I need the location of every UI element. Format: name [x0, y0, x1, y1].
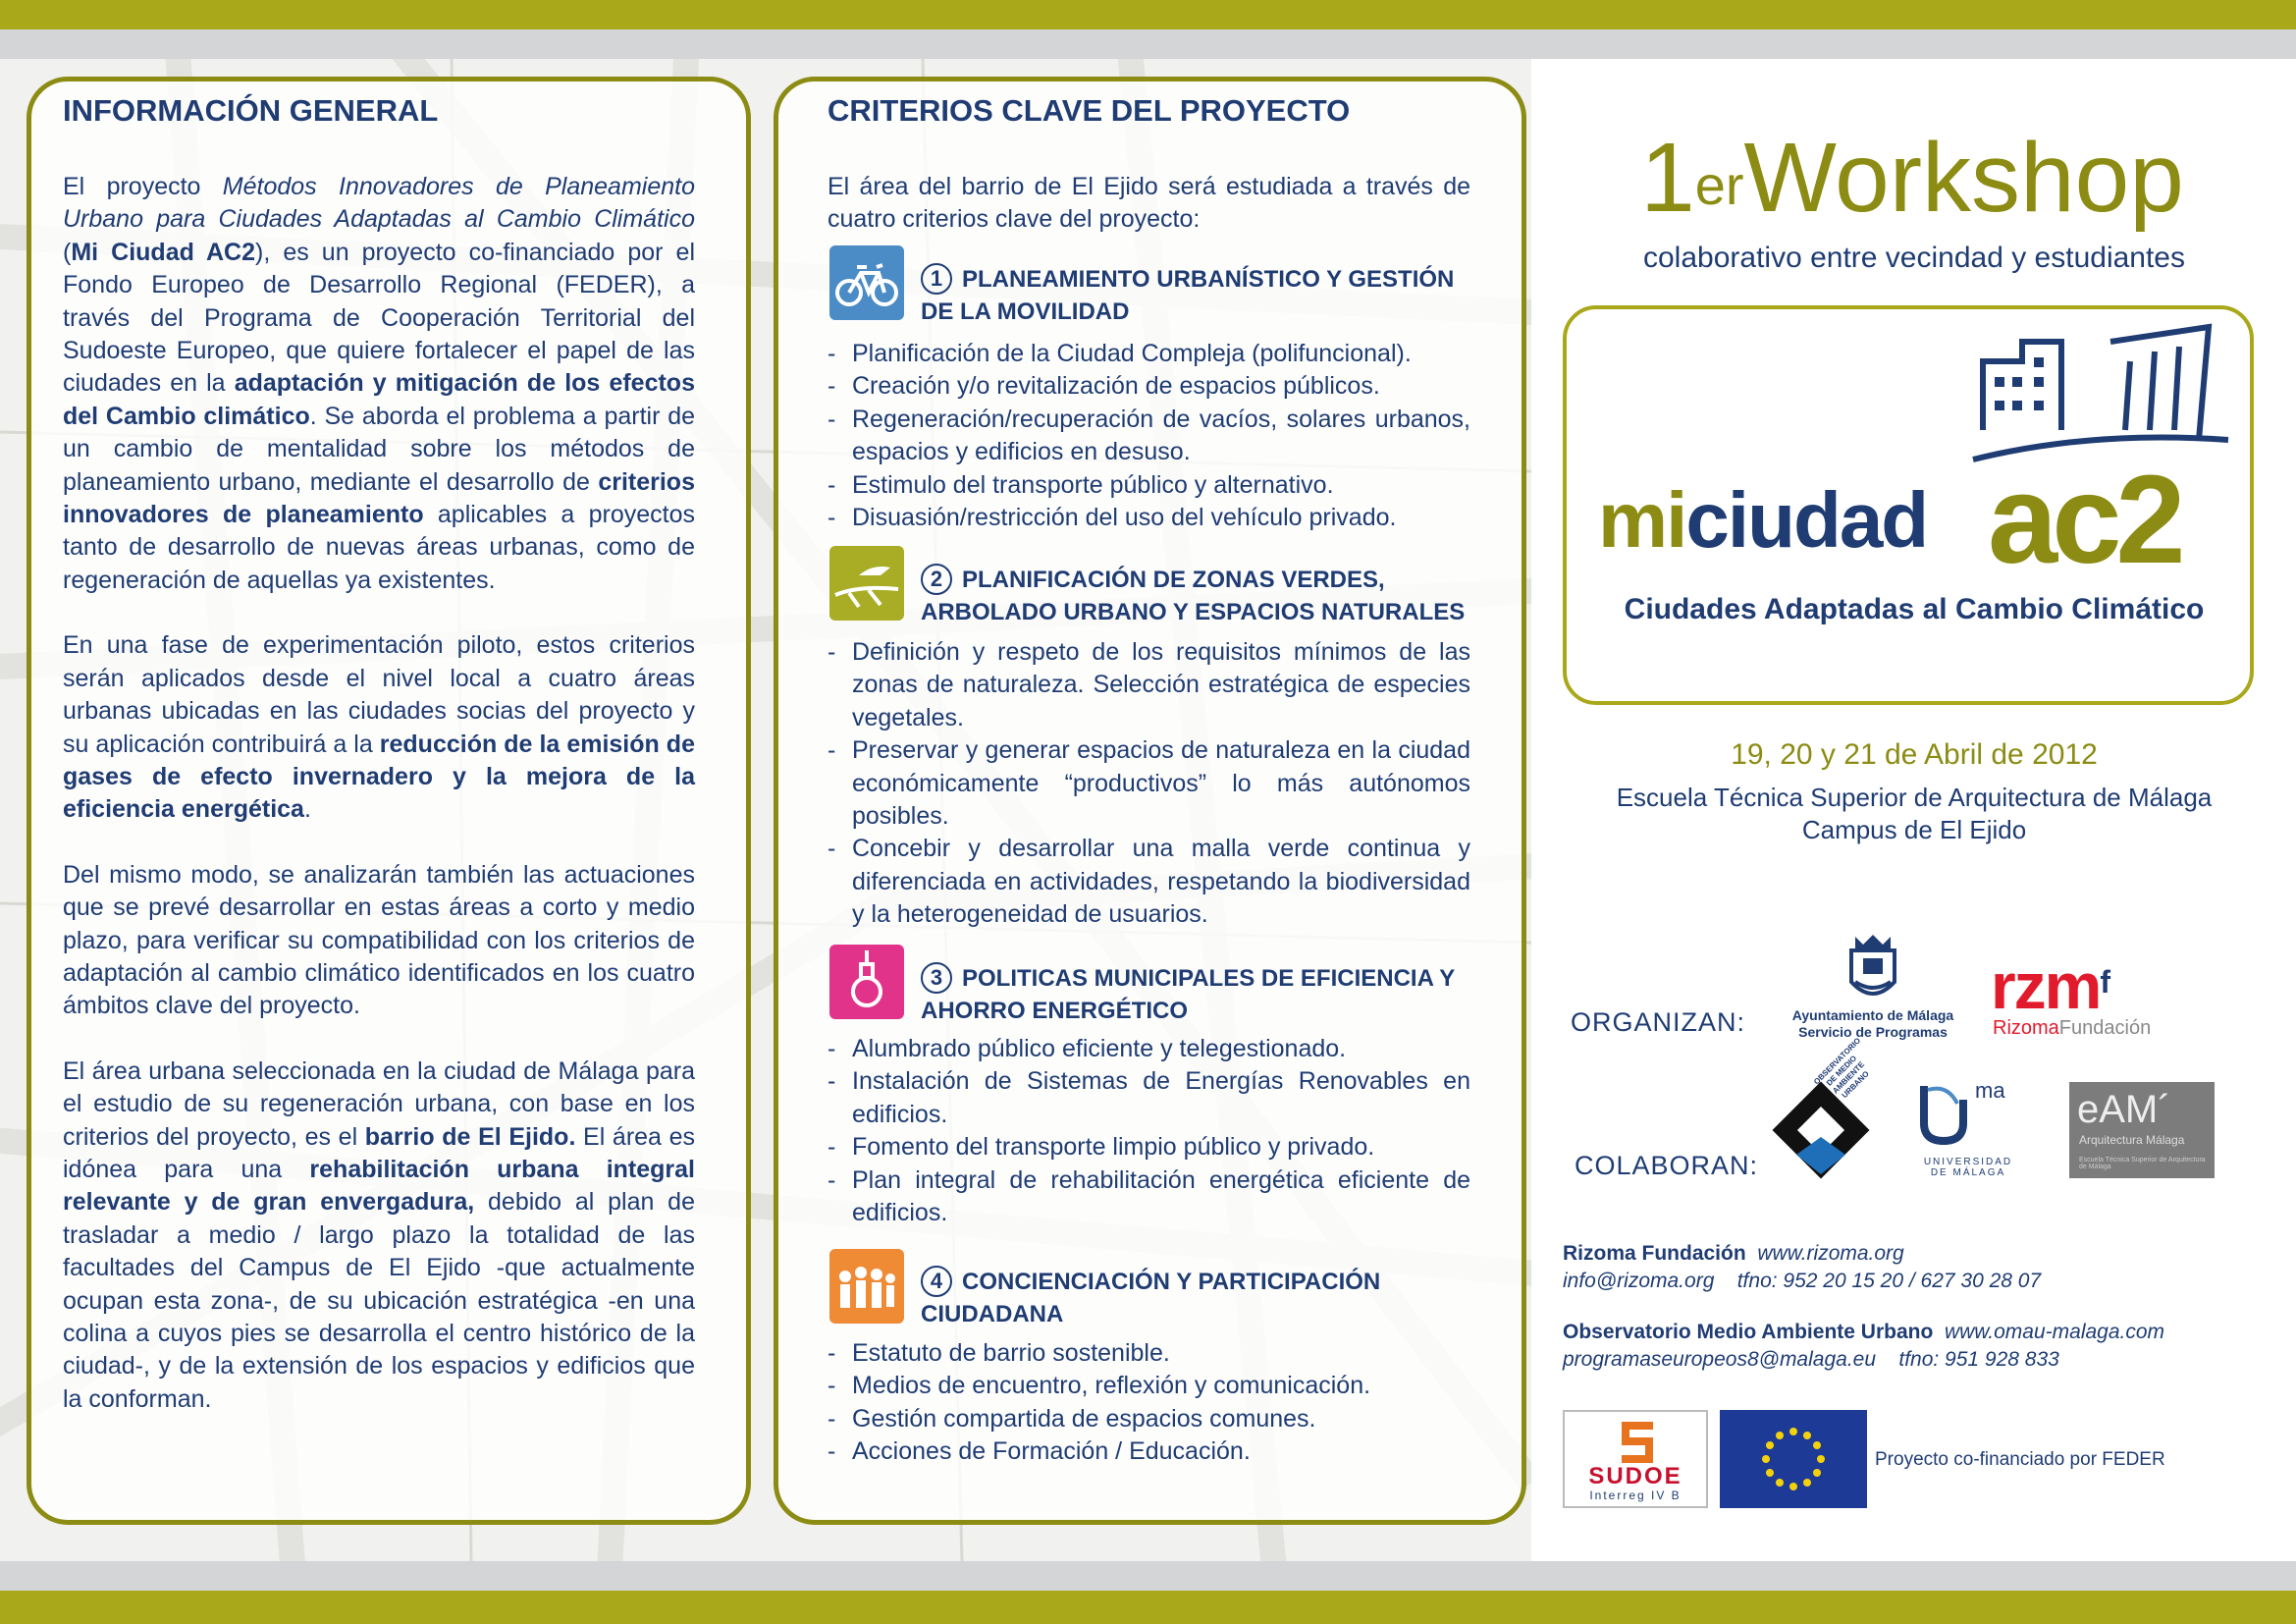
sudoe-s-icon: [1618, 1420, 1657, 1465]
list-item: - Estimulo del transporte público y alternativo.: [828, 469, 1470, 502]
list-item: - Acciones de Formación / Educación.: [828, 1435, 1470, 1468]
criterion-4-title: 4 CONCIENCIACIÓN Y PARTICIPACIÓN CIUDADANA: [921, 1266, 1480, 1330]
eam-logo: [2069, 1082, 2215, 1178]
sudoe-logo-sub: Interreg IV B: [1589, 1489, 1682, 1502]
omau-logo: [1767, 1076, 1875, 1184]
criterion-1-title: 1 PLANEAMIENTO URBANÍSTICO Y GESTIÓN DE LA MOVILIDAD: [921, 263, 1480, 328]
buildings-logo-icon: [1963, 322, 2238, 469]
tree-bird-icon: [829, 546, 904, 621]
eam-logo-small: Escuela Técnica Superior de Arquitectura de Málaga: [2079, 1157, 2206, 1170]
paragraph-2: En una fase de experimentación piloto, estos criterios serán aplicados desde el nivel local a cuatro áreas urbanas ubicadas en las ciudades socias del proyecto y su aplicación contribuirá a la reducción de la emisión de gases de efecto invernadero y la mejora de la eficiencia energética.: [63, 631, 695, 824]
list-item: - Disuasión/restricción del uso del vehículo privado.: [828, 502, 1470, 534]
list-item: - Plan integral de rehabilitación energética eficiente de edificios.: [828, 1164, 1470, 1230]
contact-omau: Observatorio Medio Ambiente Urbano www.omau-malaga.com programaseuropeos8@malaga.eu tfno: 951 928 833: [1563, 1321, 2165, 1371]
workshop-title: 1erWorkshop: [1640, 123, 2184, 233]
list-item: - Definición y respeto de los requisitos mínimos de las zonas de naturaleza. Selección estratégica de especies vegetales.: [828, 636, 1470, 734]
list-item: - Instalación de Sistemas de Energías Renovables en edificios.: [828, 1065, 1470, 1131]
lightbulb-icon: [829, 945, 904, 1019]
criterion-3-list: [828, 1033, 1470, 1229]
list-item: - Fomento del transporte limpio público y privado.: [828, 1131, 1470, 1164]
eu-flag-icon: [1720, 1410, 1867, 1508]
feder-caption: Proyecto co-financiado por FEDER: [1875, 1449, 2165, 1470]
eam-logo-text: Arquitectura Málaga: [2079, 1133, 2185, 1147]
bottom-band: [0, 1591, 2296, 1624]
criterion-4-list: [828, 1337, 1470, 1469]
paragraph-4: El área urbana seleccionada en la ciudad de Málaga para el estudio de su regeneración urbana, con base en los criterios del proyecto, es el barrio de El Ejido. El área es idónea para una rehabilitación urbana integral relevante y de gran envergadura, debido al plan de trasladar a medio / largo plazo la totalidad de las facultades del Campus de El Ejido -que actualmente ocupan esta zona-, de su ubicación estratégica -en una colina a cuyos pies se desarrolla el centro histórico de la ciudad-, y de la extensión de los espacios y edificios que la conforman.: [63, 1056, 695, 1413]
list-item: - Regeneración/recuperación de vacíos, solares urbanos, espacios y edificios en desuso.: [828, 404, 1470, 469]
criterion-2-title: 2 PLANIFICACIÓN DE ZONAS VERDES, ARBOLADO URBANO Y ESPACIOS NATURALES: [921, 564, 1480, 628]
list-item: - Concebir y desarrollar una malla verde continua y diferenciada en actividades, respetando la biodiversidad y la heterogeneidad de usuarios.: [828, 833, 1470, 931]
ayuntamiento-logo-text: Ayuntamiento de Málaga Servicio de Programas: [1791, 1007, 1954, 1040]
eam-logo-mark: eAM´: [2077, 1088, 2171, 1131]
list-item: - Creación y/o revitalización de espacios públicos.: [828, 370, 1470, 403]
list-item: - Estatuto de barrio sostenible.: [828, 1337, 1470, 1370]
rizoma-logo: rzm$^f$: [1991, 949, 2109, 1022]
event-venue: Escuela Técnica Superior de Arquitectura de Málaga Campus de El Ejido: [1616, 783, 2213, 844]
criterion-3-title: 3 POLITICAS MUNICIPALES DE EFICIENCIA Y AHORRO ENERGÉTICO: [921, 962, 1480, 1027]
sudoe-logo-text: SUDOE: [1588, 1463, 1682, 1489]
ayuntamiento-crest-icon: [1845, 931, 1900, 1005]
bicycle-icon: [829, 245, 904, 320]
list-item: - Alumbrado público eficiente y telegestionado.: [828, 1033, 1470, 1065]
workshop-subtitle: colaborativo entre vecindad y estudiantes: [1642, 242, 2185, 274]
rizoma-logo-text: RizomaFundación: [1993, 1017, 2152, 1039]
sudoe-logo: [1563, 1410, 1708, 1508]
info-general-text: [63, 171, 695, 1416]
criterion-2-list: [828, 636, 1470, 932]
colaboran-label: COLABORAN:: [1575, 1151, 1759, 1180]
paragraph-1: El proyecto Métodos Innovadores de Planeamiento Urbano para Ciudades Adaptadas al Cambio Climático (Mi Ciudad AC2), es un proyecto co-financiado por el Fondo Europeo de Desarrollo Regional (FEDER), a través del Programa de Cooperación Territorial del Sudoeste Europeo, que quiere fortalecer el papel de las ciudades en la adaptación y mitigación de los efectos del Cambio climático. Se aborda el problema a partir de un cambio de mentalidad sobre los métodos de planeamiento urbano, mediante el desarrollo de criterios innovadores de planeamiento aplicables a proyectos tanto de desarrollo de nuevas áreas urbanas, como de regeneración de aquellas ya existentes.: [63, 173, 696, 594]
rizoma-web-link[interactable]: www.rizoma.org: [1757, 1242, 1904, 1265]
omau-logo-text: OBSERVATORIO DE MEDIO AMBIENTE URBANO: [1812, 1036, 1871, 1101]
miciudad-logo-subtitle: Ciudades Adaptadas al Cambio Climático: [1624, 593, 2205, 625]
criterios-intro: El área del barrio de El Ejido será estudiada a través de cuatro criterios clave del proyecto:: [828, 173, 1470, 234]
contact-rizoma: Rizoma Fundación www.rizoma.org info@rizoma.org tfno: 952 20 15 20 / 627 30 28 07: [1563, 1242, 2042, 1292]
omau-email-link[interactable]: programaseuropeos8@malaga.eu: [1563, 1348, 1877, 1371]
criterios-heading: CRITERIOS CLAVE DEL PROYECTO: [828, 93, 1351, 128]
bottom-band-grey: [0, 1561, 2296, 1591]
list-item: - Preservar y generar espacios de naturaleza en la ciudad económicamente “productivos” lo más autónomos posibles.: [828, 734, 1470, 833]
rizoma-email-link[interactable]: info@rizoma.org: [1563, 1270, 1715, 1292]
miciudad-wordmark: miciudad: [1598, 476, 1928, 564]
list-item: - Planificación de la Ciudad Compleja (polifuncional).: [828, 338, 1470, 370]
uma-logo-text: ma: [1975, 1078, 2005, 1103]
criterion-1-list: [828, 338, 1470, 534]
event-date: 19, 20 y 21 de Abril de 2012: [1731, 738, 2098, 771]
people-icon: [829, 1249, 904, 1324]
list-item: - Medios de encuentro, reflexión y comunicación.: [828, 1370, 1470, 1402]
ac2-wordmark: ac2: [1988, 450, 2180, 590]
omau-web-link[interactable]: www.omau-malaga.com: [1944, 1321, 2165, 1343]
uma-logo-icon: [1918, 1080, 1977, 1149]
list-item: - Gestión compartida de espacios comunes.: [828, 1403, 1470, 1435]
top-band: [0, 0, 2296, 29]
paragraph-3: Del mismo modo, se analizarán también las actuaciones que se prevé desarrollar en estas áreas a corto y medio plazo, para verificar su compatibilidad con los criterios de adaptación al cambio climático identificados en los cuatro ámbitos clave del proyecto.: [63, 860, 695, 1020]
organizan-label: ORGANIZAN:: [1571, 1007, 1746, 1037]
uma-caption: UNIVERSIDAD DE MÁLAGA: [1923, 1157, 2013, 1178]
top-band-grey: [0, 29, 2296, 59]
info-general-heading: INFORMACIÓN GENERAL: [63, 93, 439, 128]
